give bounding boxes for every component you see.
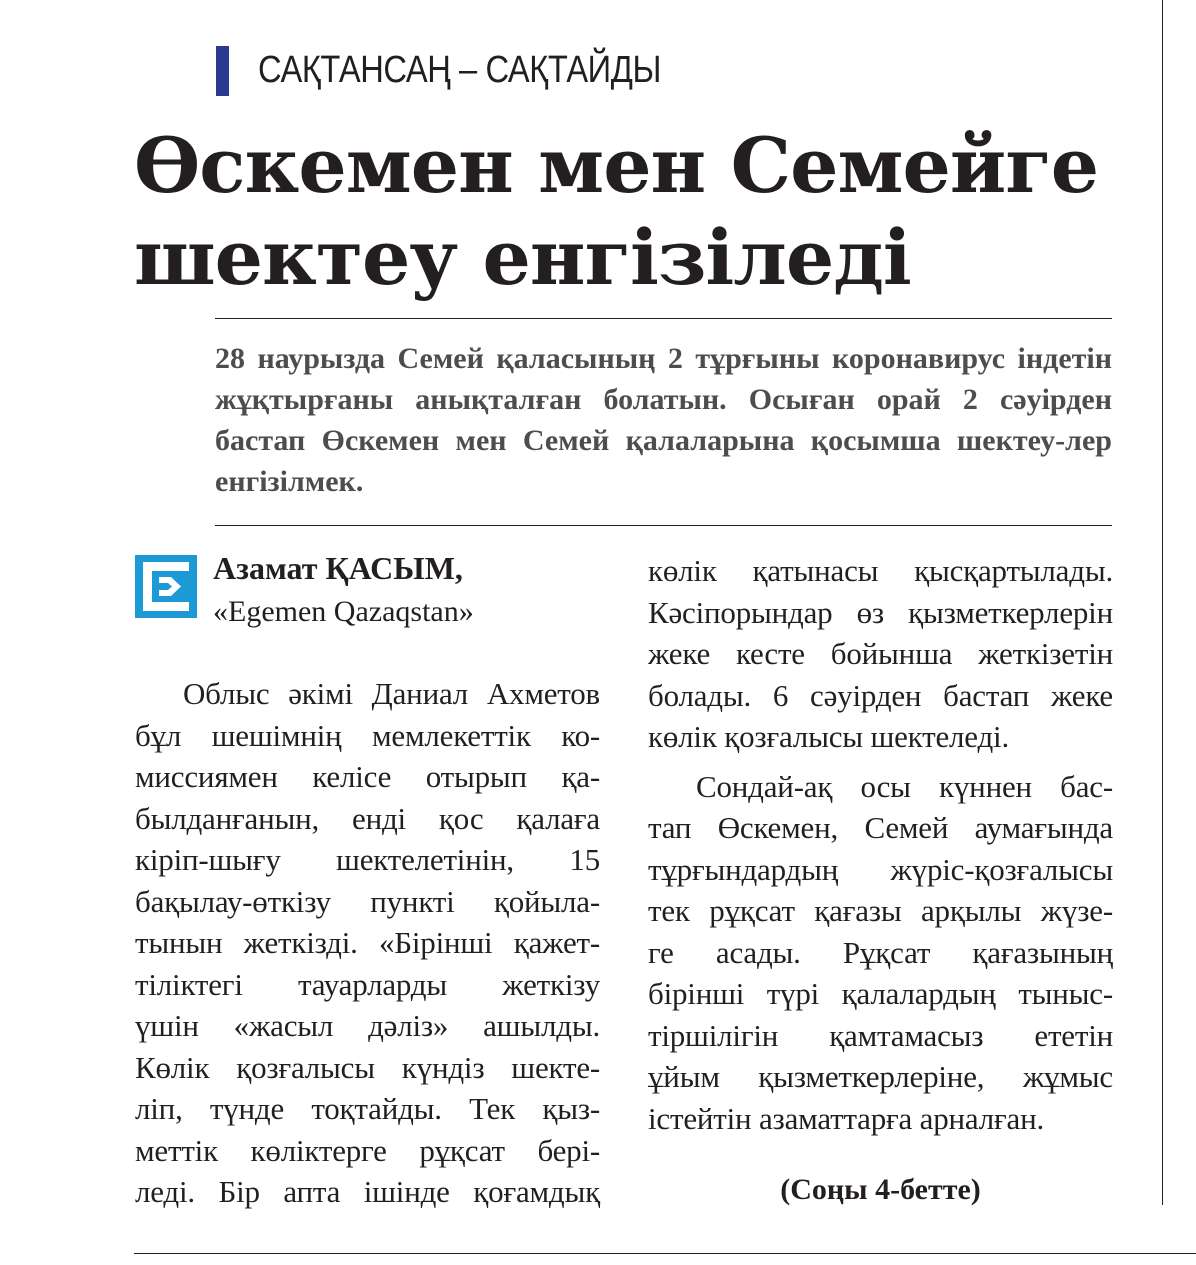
body-line: Облыс әкімі Даниал Ахметов: [183, 676, 600, 711]
article-lead: 28 наурызда Семей қаласының 2 тұрғыны коронавирус індетін жұқтырғаны анықталған болатын. Осыған орай 2 сәуірден бастап Өскемен мен Семей қалаларына қосымша шектеу-лер енгізілмек.: [215, 342, 1112, 498]
body-line: миссиямен келісе отырып қа-: [135, 759, 600, 794]
page-bottom-rule: [134, 1253, 1196, 1254]
column-divider-right: [1162, 0, 1163, 1205]
body-column-left: [135, 673, 600, 1213]
body-line: үшін «жасыл дәліз» ашылды.: [135, 1008, 600, 1043]
body-line: ге асады. Рұқсат қағазының: [648, 934, 1113, 970]
body-line: болады. 6 сәуірден бастап жеке: [648, 677, 1113, 713]
body-line: жеке кесте бойынша жеткізетін: [648, 636, 1113, 671]
body-line: Көлік қозғалысы күндіз шекте-: [135, 1049, 600, 1085]
rubric-label: САҚТАНСАҢ – САҚТАЙДЫ: [258, 49, 661, 91]
body-line: былданғанын, енді қос қалаға: [135, 800, 600, 836]
body-line: істейтін азаматтарға арналған.: [648, 1100, 1045, 1136]
lead-rule-top: [215, 318, 1112, 319]
body-line: кіріп-шығу шектелетінін, 15: [135, 842, 600, 877]
article-headline: [134, 120, 1134, 304]
body-line: ұйым қызметкерлеріне, жұмыс: [648, 1059, 1113, 1094]
rubric-accent-bar: [216, 46, 229, 96]
headline-line-1: Өскемен мен Семейге: [134, 121, 1099, 210]
body-line: көлік қозғалысы шектеледі.: [648, 719, 1009, 754]
lead-rule-bottom: [215, 525, 1112, 526]
body-line: тек рұқсат қағазы арқылы жүзе-: [648, 893, 1113, 928]
body-line: Сондай-ақ осы күннен бас-: [696, 768, 1113, 804]
body-line: бірінші түрі қалалардың тыныс-: [648, 976, 1113, 1011]
continued-on-page-note: (Соңы 4-бетте): [780, 1173, 981, 1206]
body-line: тіршілігін қамтамасыз ететін: [648, 1017, 1113, 1053]
body-column-right: [648, 550, 1113, 1139]
body-line: Кәсіпорындар өз қызметкерлерін: [648, 594, 1113, 630]
body-line: бұл шешімнің мемлекеттік ко-: [135, 717, 600, 753]
body-line: леді. Бір апта ішінде қоғамдық: [135, 1174, 600, 1209]
body-line: тынын жеткізді. «Бірінші қажет-: [135, 925, 600, 960]
author-name: Азамат ҚАСЫМ,: [213, 550, 463, 586]
body-line: тұрғындардың жүріс-қозғалысы: [648, 851, 1113, 887]
author-outlet: «Egemen Qazaqstan»: [213, 595, 474, 628]
body-line: ліп, түнде тоқтайды. Тек қыз-: [135, 1091, 600, 1126]
body-line: меттік көліктерге рұқсат бері-: [135, 1132, 600, 1168]
body-line: көлік қатынасы қысқартылады.: [648, 553, 1113, 588]
egemen-logo-icon: [135, 555, 197, 618]
body-line: бақылау-өткізу пункті қойыла-: [135, 883, 600, 919]
headline-line-2: шектеу енгізіледі: [134, 213, 911, 302]
body-line: тап Өскемен, Семей аумағында: [648, 810, 1113, 845]
body-line: тіліктегі тауарларды жеткізу: [135, 966, 600, 1002]
